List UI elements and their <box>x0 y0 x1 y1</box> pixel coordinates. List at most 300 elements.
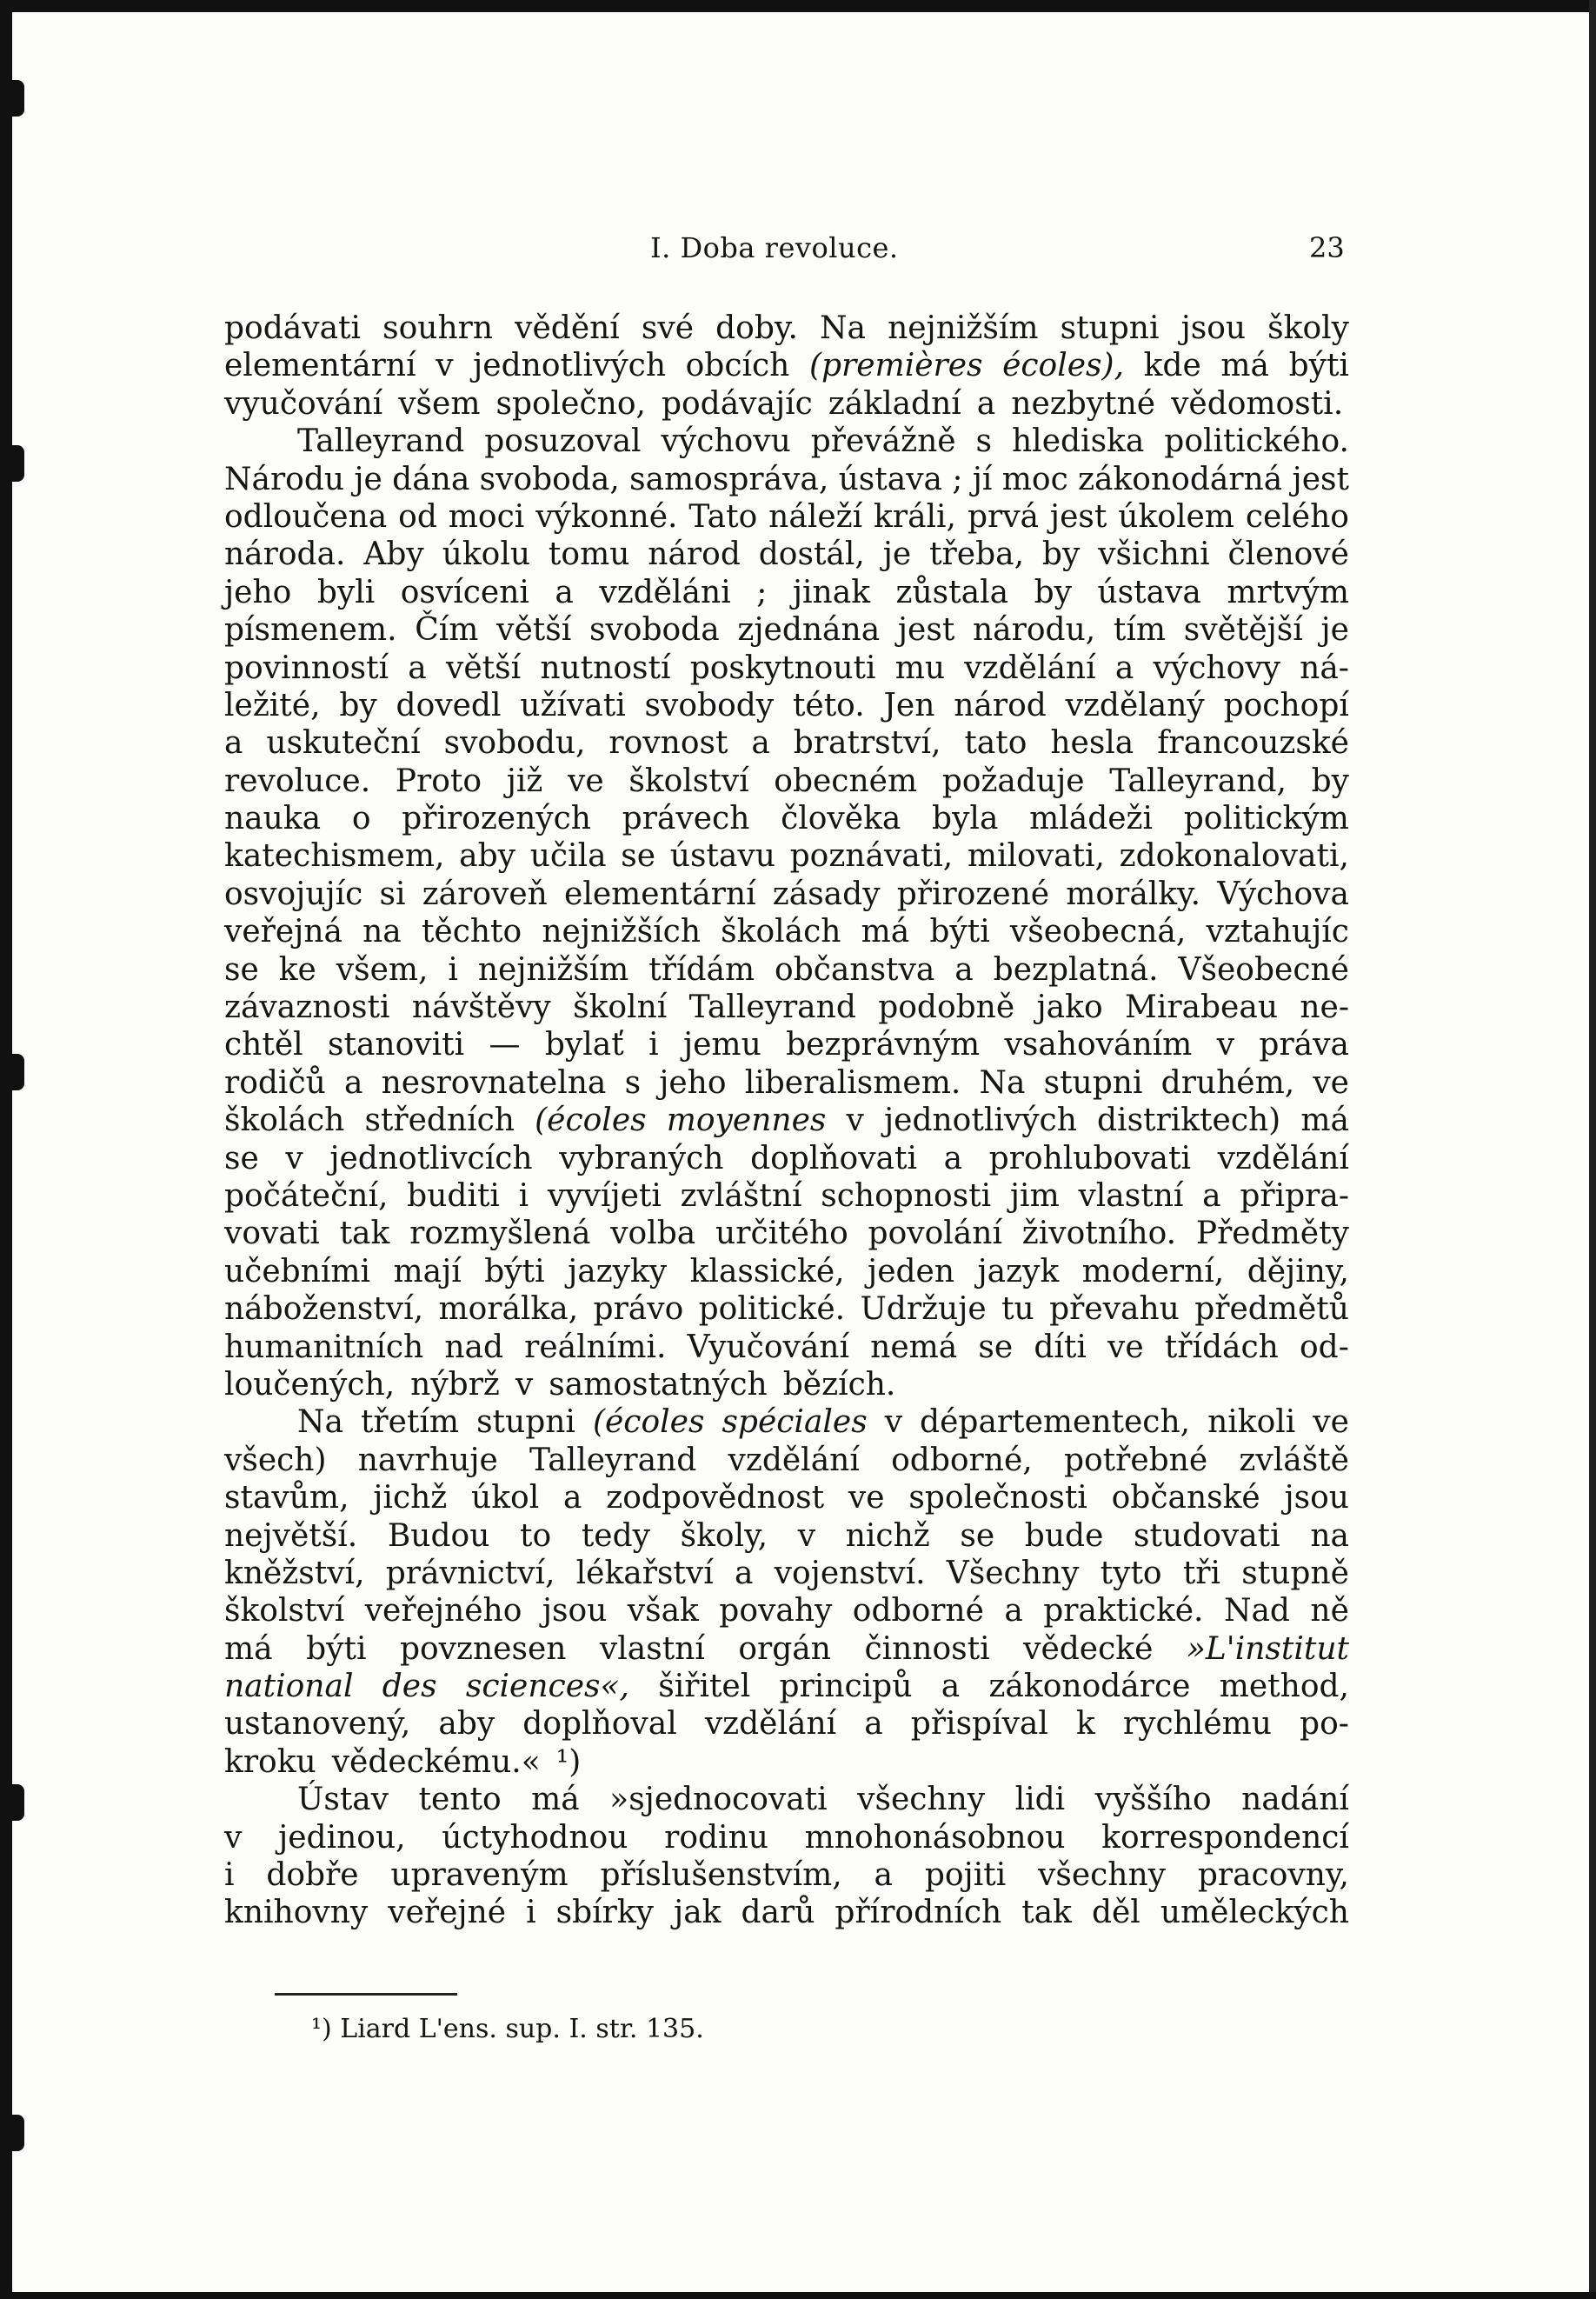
text-line <box>224 1366 1349 1403</box>
word: samospráva, <box>629 461 829 497</box>
word: na <box>362 914 402 950</box>
word: vojenství. <box>774 1555 926 1591</box>
word: a <box>751 725 770 762</box>
word: díti <box>1034 1329 1087 1365</box>
word: největší. <box>224 1517 358 1554</box>
word: se <box>960 1517 995 1554</box>
word: reálními. <box>524 1329 667 1365</box>
word: politické. <box>698 1291 846 1328</box>
word: v <box>797 1517 816 1554</box>
word: studovati <box>1134 1517 1280 1554</box>
word: a <box>563 1480 582 1516</box>
word: nýbrž <box>410 1366 500 1403</box>
word: Udržuje <box>860 1291 987 1328</box>
word: vědění <box>515 310 620 346</box>
word: stupni <box>1060 310 1160 346</box>
text-line <box>224 1140 1349 1177</box>
word: jednotlivcích <box>329 1140 533 1176</box>
word: Talleyrand <box>688 990 856 1026</box>
word: buditi <box>407 1177 500 1214</box>
word: již <box>506 763 543 799</box>
text-line <box>224 1102 1349 1139</box>
word: závaznosti <box>224 990 390 1026</box>
word: svoboda <box>589 612 720 649</box>
word: Na <box>297 1404 343 1441</box>
word: je <box>882 536 912 573</box>
word: má <box>861 914 910 950</box>
word: doby. <box>715 310 798 346</box>
word: národ <box>954 687 1047 723</box>
word: všeobecná, <box>1009 914 1187 950</box>
word: rodičů <box>224 1064 326 1101</box>
word: Národu <box>224 461 345 497</box>
word: potřebné <box>1063 1442 1208 1478</box>
word: Talleyrand <box>297 423 465 460</box>
text-line <box>224 876 1349 913</box>
word: přispíval <box>910 1706 1048 1743</box>
word: připra- <box>1240 1177 1349 1214</box>
text-line <box>224 461 1349 498</box>
word: dějiny, <box>1247 1253 1349 1289</box>
word: zákonodárce <box>988 1669 1191 1705</box>
word: politickým <box>1183 801 1349 837</box>
word: by <box>1041 536 1081 573</box>
word: aby <box>438 1706 495 1743</box>
word: to <box>520 1517 552 1554</box>
text-line <box>224 1555 1349 1592</box>
binding-mark <box>12 80 24 117</box>
word: politického. <box>1164 423 1349 460</box>
word: jí <box>972 461 993 497</box>
word: povinností <box>224 650 389 686</box>
word: zásady <box>772 876 881 912</box>
text-line <box>224 687 1349 724</box>
word: náleží <box>768 498 863 535</box>
word: v <box>884 1404 903 1441</box>
word: rychlému <box>1122 1706 1272 1743</box>
word: a <box>734 1555 754 1591</box>
word: ústavu <box>669 838 775 875</box>
scan-border-bottom <box>0 2292 1596 2299</box>
word: pochopí <box>1223 687 1349 723</box>
word: jest <box>897 612 955 649</box>
word: občanské <box>1111 1480 1260 1516</box>
word: samostatných <box>549 1366 768 1403</box>
binding-mark <box>12 445 24 482</box>
word: jeho <box>224 574 292 610</box>
word: vzděláni <box>599 574 731 610</box>
word: ve <box>1107 1329 1144 1365</box>
word: dovedl <box>396 687 502 723</box>
word: jsou <box>1284 1480 1349 1516</box>
word: morálka, <box>438 1291 579 1328</box>
text-line <box>224 385 1349 423</box>
word: jazyky <box>568 1253 668 1289</box>
word: Talleyrand, <box>1109 763 1287 799</box>
word: školství <box>224 1593 345 1629</box>
word: loučených, <box>224 1366 396 1403</box>
word: členové <box>1227 536 1349 573</box>
word: ne- <box>1300 990 1349 1026</box>
word: ústava <box>1097 574 1201 610</box>
word: jazyk <box>977 1253 1060 1289</box>
word: lékařství <box>575 1555 714 1591</box>
word: a <box>943 1140 963 1176</box>
word: uměleckých <box>1160 1895 1349 1931</box>
word: vyvíjeti <box>547 1177 662 1214</box>
text-line <box>224 347 1349 384</box>
word: »L'institut <box>1186 1630 1349 1667</box>
text-line <box>224 763 1349 800</box>
binding-mark <box>12 1784 24 1821</box>
word: hesla <box>1050 725 1134 762</box>
scan-border-right <box>1589 0 1596 2299</box>
word: nejnižším <box>888 310 1039 346</box>
word: vlastní <box>599 1630 705 1667</box>
word: ně <box>1310 1593 1349 1629</box>
word: třetím <box>360 1404 460 1441</box>
word: středních <box>364 1103 515 1139</box>
word: a <box>408 650 427 686</box>
word: a <box>941 1669 961 1705</box>
word: orgán <box>738 1630 831 1667</box>
word: této. <box>792 687 865 723</box>
word: by <box>1311 763 1349 799</box>
word: zdokonalovati, <box>1119 838 1349 875</box>
word: náboženství, <box>224 1291 424 1328</box>
text-line <box>224 650 1349 687</box>
word: odloučena <box>224 498 388 535</box>
word: společnosti <box>908 1480 1087 1516</box>
word: školách <box>224 1103 345 1139</box>
word: všem <box>398 385 481 422</box>
word: vsahováním <box>1004 1027 1193 1063</box>
word: vybraných <box>559 1140 724 1176</box>
word: životního. <box>1021 1216 1177 1252</box>
word: ve <box>568 763 604 799</box>
word: učila <box>529 838 607 875</box>
word: světější <box>1183 612 1303 649</box>
word: Vyučování <box>687 1329 850 1365</box>
word: svobody <box>644 687 775 723</box>
word: povolání <box>868 1216 1002 1252</box>
word: se <box>621 838 656 875</box>
word: byla <box>932 801 999 837</box>
word: nejnižších <box>542 914 702 950</box>
word: distriktech) <box>1097 1103 1281 1139</box>
word: jest <box>1049 498 1107 535</box>
word: všichni <box>1098 536 1210 573</box>
word: jedinou, <box>278 1819 406 1856</box>
word: bezprávným <box>786 1027 981 1063</box>
word: školách <box>721 914 841 950</box>
word: Proto <box>395 763 482 799</box>
word: a <box>976 385 996 422</box>
footnote: ¹) Liard L'ens. sup. I. str. 135. <box>311 2014 704 2044</box>
word: v <box>285 1140 303 1176</box>
word: národu, <box>973 612 1096 649</box>
word: Čím <box>415 612 479 649</box>
word: a <box>874 1857 894 1894</box>
text-line <box>224 1329 1349 1366</box>
word: tomu <box>548 536 630 573</box>
word: školní <box>573 990 668 1026</box>
word: nejnižším <box>477 951 629 988</box>
word: přirozené <box>896 876 1050 912</box>
word: Mirabeau <box>1124 990 1279 1026</box>
word: děl <box>1091 1895 1140 1931</box>
scan-border-left <box>0 0 12 2299</box>
text-line <box>224 1026 1349 1063</box>
text-line <box>224 423 1349 460</box>
word: jsou <box>1180 310 1247 346</box>
word: Výchova <box>1217 876 1349 912</box>
word: je <box>1320 612 1349 649</box>
word: králi, <box>874 498 957 535</box>
word: a <box>555 574 574 610</box>
word: užívati <box>520 687 626 723</box>
word: jemu <box>682 1027 761 1063</box>
word: a <box>1004 1593 1023 1629</box>
word: příslušenstvím, <box>600 1857 842 1894</box>
word: národa. <box>224 536 346 573</box>
word: korrespondencí <box>1101 1819 1349 1856</box>
word: veřejné <box>388 1895 507 1931</box>
word: nemá <box>870 1329 958 1365</box>
word: větší <box>445 650 522 686</box>
word: všechny <box>857 1782 986 1818</box>
word: écoles), <box>1002 348 1125 384</box>
word: zodpovědnost <box>606 1480 825 1516</box>
word: ležité, <box>224 687 321 723</box>
word: nutností <box>540 650 671 686</box>
word: v <box>846 1103 864 1139</box>
word: tak <box>1021 1895 1072 1931</box>
word: druhém, <box>1160 1064 1295 1101</box>
word: a <box>954 951 974 988</box>
word: prvá <box>967 498 1039 535</box>
text-line <box>224 1668 1349 1705</box>
word: spéciales <box>722 1404 868 1441</box>
word: od <box>398 498 437 535</box>
binding-mark <box>12 1054 24 1090</box>
word: elementární <box>224 348 416 384</box>
word: třídám <box>648 951 755 988</box>
word: mnohonásobnou <box>804 1819 1066 1856</box>
word: svoboda, <box>479 461 620 497</box>
word: ná- <box>1300 650 1349 686</box>
word: má <box>224 1630 273 1667</box>
word: nikoli <box>1207 1404 1296 1441</box>
word: nad <box>444 1329 504 1365</box>
word: rodinu <box>664 1819 768 1856</box>
word: nichž <box>845 1517 930 1554</box>
text-line <box>224 611 1349 649</box>
word: (écoles <box>535 1103 647 1139</box>
word: jak <box>674 1895 722 1931</box>
binding-mark <box>12 2115 24 2151</box>
word: jim <box>1009 1177 1060 1214</box>
word: zvláštní <box>680 1177 802 1214</box>
word: základní <box>828 385 961 422</box>
word: mrtvým <box>1227 574 1349 610</box>
word: vzdělání <box>1217 1140 1349 1176</box>
word: humanitních <box>224 1329 424 1365</box>
word: dána <box>392 461 470 497</box>
word: a <box>224 725 243 762</box>
word: jako <box>1036 990 1103 1026</box>
word: občanstva <box>775 951 935 988</box>
word: odborné, <box>891 1442 1033 1478</box>
word: liberalismem. <box>744 1064 961 1101</box>
word: činnosti <box>864 1630 990 1667</box>
word: Ústav <box>297 1782 389 1818</box>
word: býti <box>1288 348 1349 384</box>
word: tři <box>1182 1555 1221 1591</box>
word: býti <box>929 914 990 950</box>
text-line <box>224 1819 1349 1856</box>
word: Na <box>979 1064 1026 1101</box>
word: člověka <box>781 801 901 837</box>
word: a <box>343 1064 363 1101</box>
word: povahy <box>719 1593 833 1629</box>
word: stupně <box>1241 1555 1349 1591</box>
word: podobně <box>878 990 1015 1026</box>
word: katechismem, <box>224 838 445 875</box>
word: method, <box>1219 1669 1349 1705</box>
word: i <box>526 1895 536 1931</box>
word: převahu <box>1049 1291 1180 1328</box>
word: a <box>1114 650 1134 686</box>
text-line <box>224 1894 1349 1931</box>
word: des <box>382 1669 437 1705</box>
word: osvíceni <box>400 574 529 610</box>
word: svobodu, <box>443 725 586 762</box>
text-line <box>224 498 1349 536</box>
word: bezplatná. <box>993 951 1159 988</box>
word: po- <box>1300 1706 1349 1743</box>
word: školství <box>628 763 749 799</box>
word: vovati <box>224 1216 320 1252</box>
word: rovnost <box>608 725 728 762</box>
text-line <box>224 1064 1349 1102</box>
text-line <box>224 1743 1349 1781</box>
word: počáteční, <box>224 1177 389 1214</box>
word: doplňovati <box>750 1140 917 1176</box>
word: volba <box>610 1216 696 1252</box>
word: francouzské <box>1157 725 1349 762</box>
word: celého <box>1245 498 1349 535</box>
word: a <box>1202 1177 1221 1214</box>
word: mu <box>894 650 946 686</box>
text-line <box>224 574 1349 611</box>
text-line <box>224 1592 1349 1629</box>
word: revoluce. <box>224 763 371 799</box>
word: Aby <box>363 536 424 573</box>
word: všem, <box>336 951 429 988</box>
word: práva <box>1259 1027 1349 1063</box>
word: Na <box>820 310 866 346</box>
word: dobře <box>266 1857 359 1894</box>
running-title: I. Doba revoluce. <box>650 231 899 264</box>
word: školy <box>1267 310 1349 346</box>
word: tyto <box>1100 1555 1162 1591</box>
word: v <box>224 1819 243 1856</box>
word: veřejná <box>224 914 342 950</box>
word: zjednána <box>737 612 881 649</box>
word: moci <box>448 498 525 535</box>
word: od- <box>1299 1329 1349 1365</box>
word: Nad <box>1223 1593 1290 1629</box>
word: doplňoval <box>522 1706 677 1743</box>
word: chtěl <box>224 1027 303 1063</box>
word: stupni <box>1043 1064 1143 1101</box>
word: principů <box>779 1669 913 1705</box>
word: odborné <box>852 1593 984 1629</box>
word: ve <box>1313 1064 1349 1101</box>
word: i <box>648 1027 659 1063</box>
text-line <box>224 951 1349 989</box>
word: Všechny <box>946 1555 1080 1591</box>
text-line <box>224 800 1349 837</box>
word: jsou <box>542 1593 608 1629</box>
word: tu <box>1001 1291 1034 1328</box>
word: úkolu <box>442 536 531 573</box>
word: posuzoval <box>484 423 642 460</box>
word: výkonné. <box>535 498 678 535</box>
word: i <box>518 1177 529 1214</box>
word: výchovy <box>1153 650 1280 686</box>
word: tato <box>964 725 1027 762</box>
word: šiřitel <box>658 1669 751 1705</box>
word: bylať <box>544 1027 624 1063</box>
text-line <box>224 1781 1349 1818</box>
word: (écoles <box>592 1404 705 1441</box>
word: právo <box>593 1291 684 1328</box>
word: se <box>978 1329 1014 1365</box>
word: (premières <box>808 348 983 384</box>
word: Budou <box>387 1517 490 1554</box>
word: nesrovnatelna <box>381 1064 607 1101</box>
word: schopnosti <box>821 1177 992 1214</box>
word: stupni <box>476 1404 575 1441</box>
word: má <box>531 1782 580 1818</box>
word: všech) <box>224 1442 327 1478</box>
word: návštěvy <box>411 990 551 1026</box>
word: milovati, <box>967 838 1105 875</box>
word: zároveň <box>422 876 548 912</box>
word: výchovu <box>661 423 791 460</box>
word: přírodních <box>835 1895 1002 1931</box>
word: vzdělaný <box>1065 687 1205 723</box>
word: kroku <box>224 1743 316 1780</box>
word: si <box>379 876 406 912</box>
word: v <box>1216 1027 1235 1063</box>
word: vyššího <box>1094 1782 1212 1818</box>
word: v <box>436 348 454 384</box>
word: ke <box>278 951 316 988</box>
word: stanoviti <box>328 1027 465 1063</box>
word: sbírky <box>555 1895 655 1931</box>
word: třídách <box>1164 1329 1279 1365</box>
word: vědomosti. <box>1171 385 1344 422</box>
word: mládeži <box>1029 801 1154 837</box>
word: Jen <box>883 687 935 723</box>
word: zákonodárná <box>1078 461 1283 497</box>
word: i <box>448 951 458 988</box>
word: požaduje <box>941 763 1085 799</box>
text-line <box>224 1630 1349 1668</box>
